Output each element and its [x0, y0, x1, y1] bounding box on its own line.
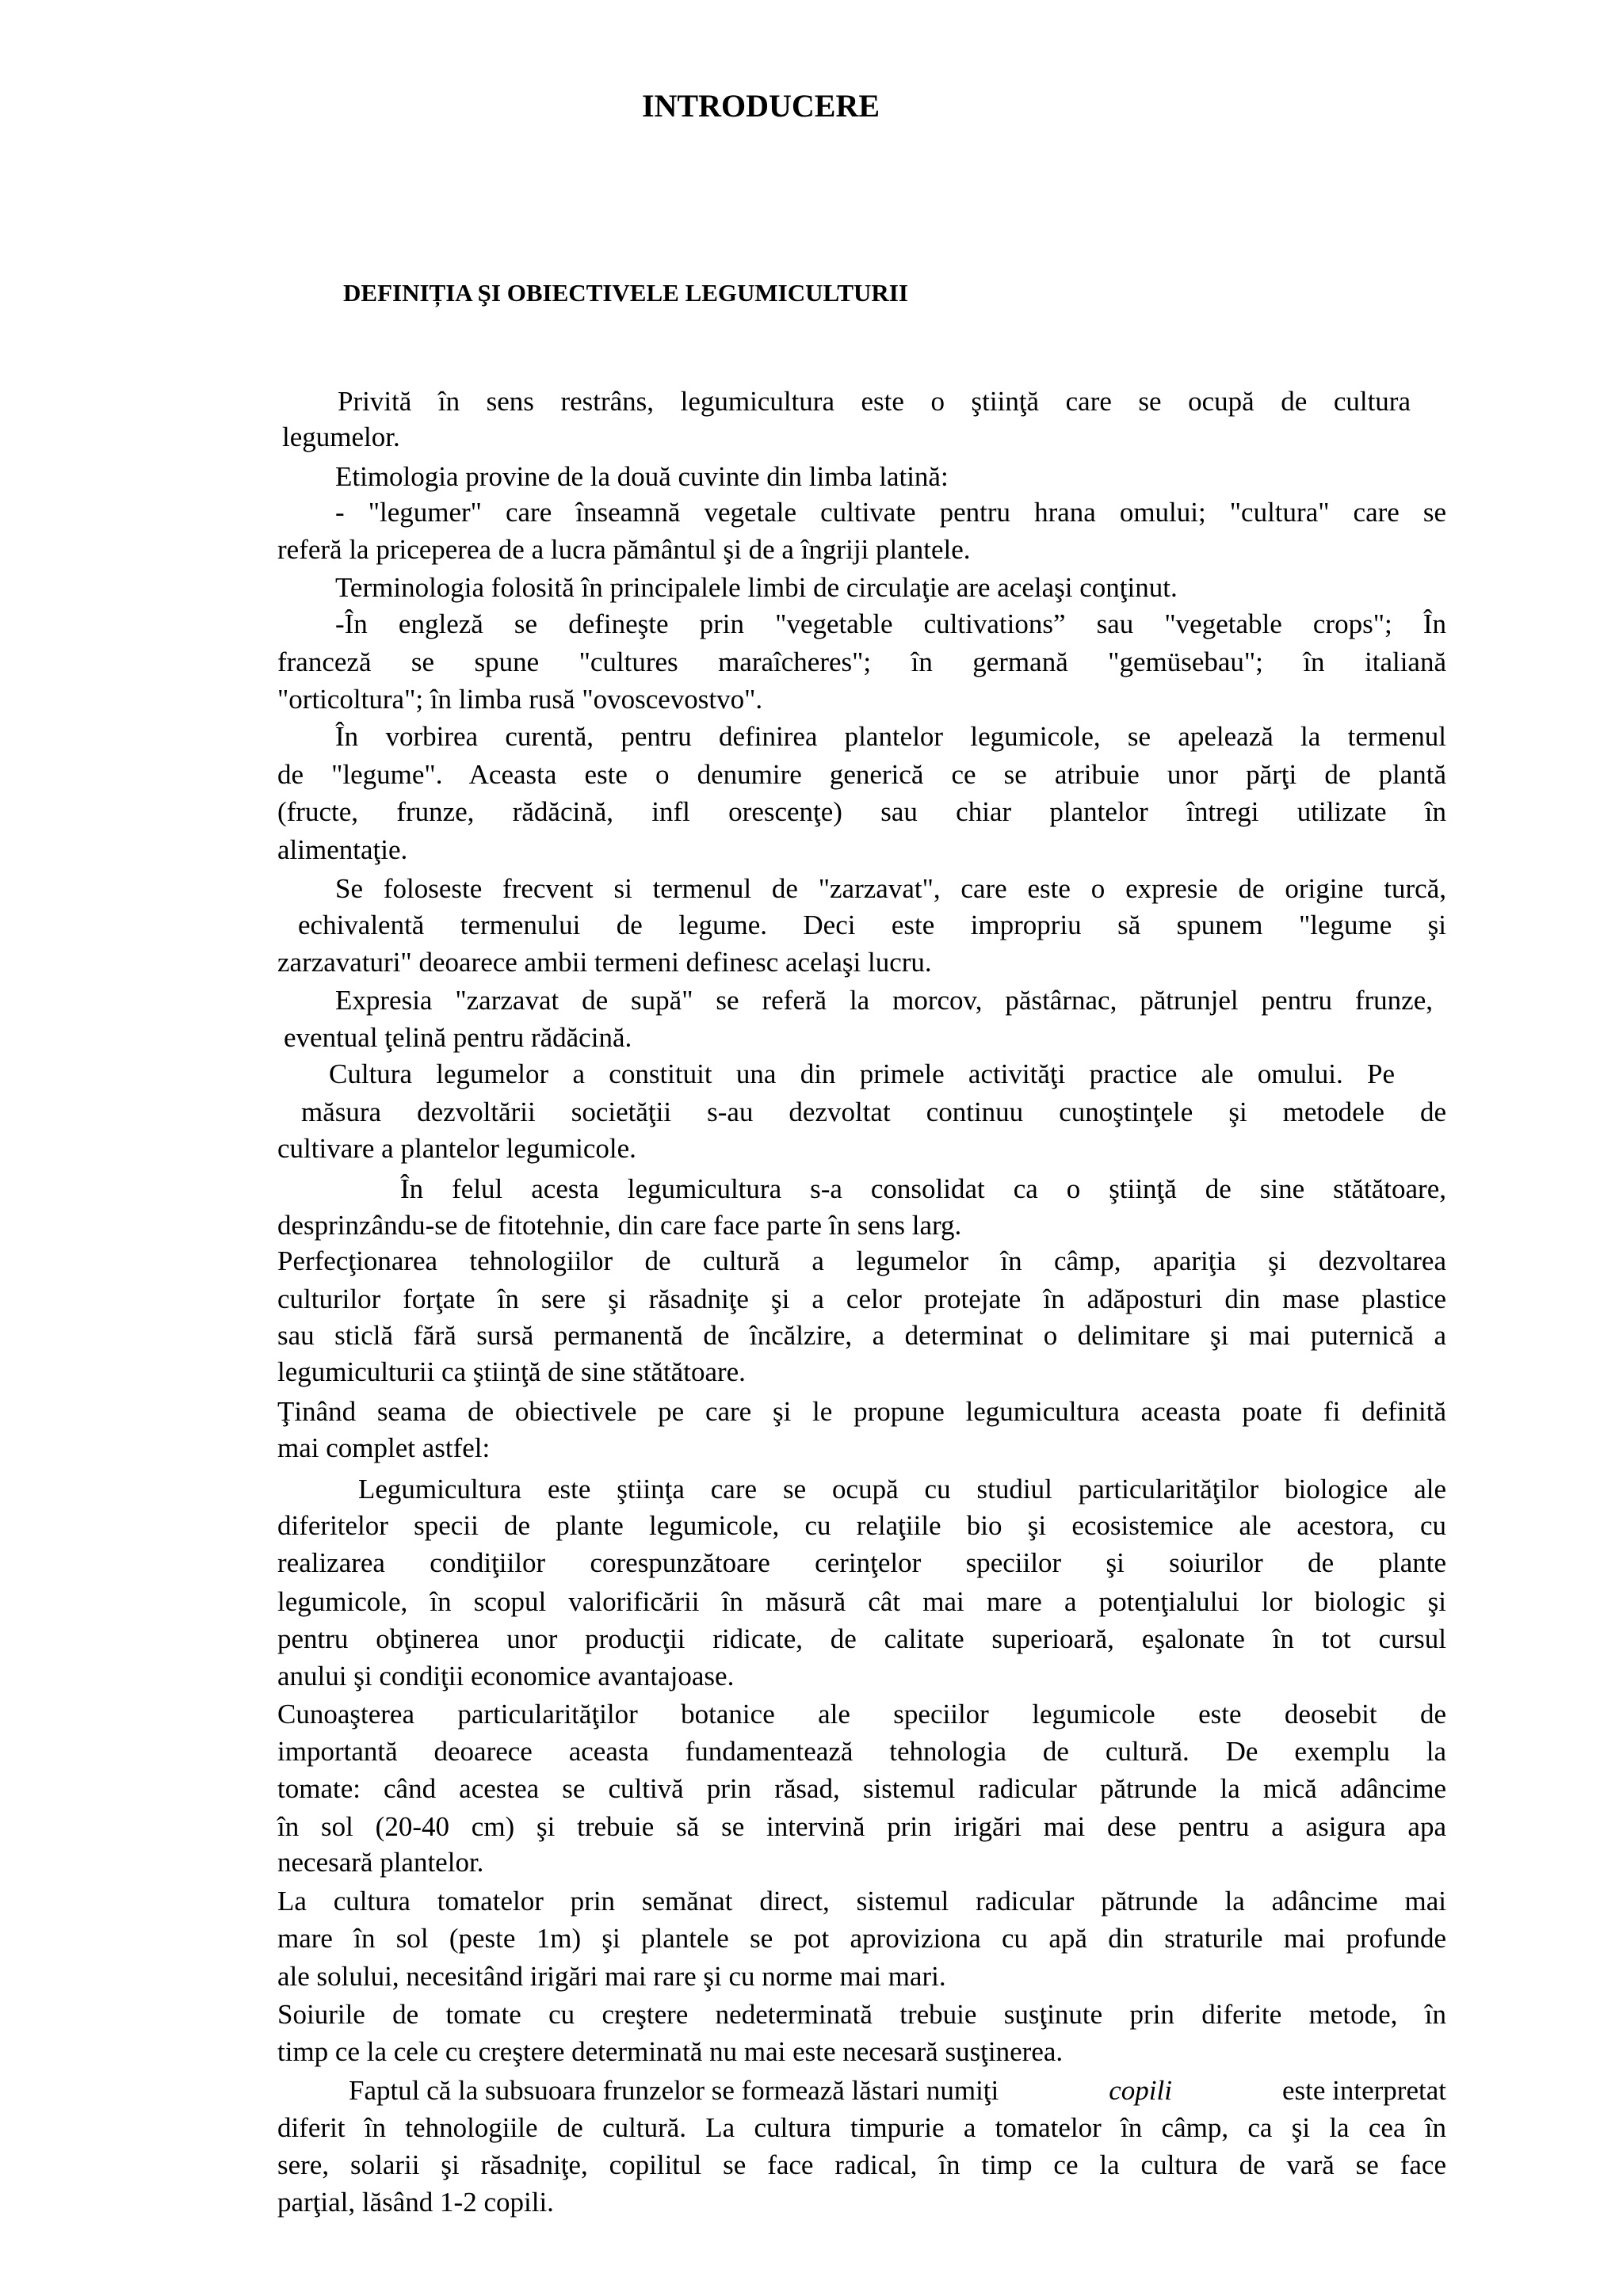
text-line: -În engleză se defineşte prin "vegetable cultivations” sau "vegetable crops"; În — [335, 608, 1446, 639]
text-line: (fructe, frunze, rădăcină, infl orescenţe) sau chiar plantelor întregi utilizate în — [277, 796, 1446, 827]
text-line: cultivare a plantelor legumicole. — [277, 1133, 636, 1164]
text-line: diferitelor specii de plante legumicole, cu relaţiile bio şi ecosistemice ale acestora, cu — [277, 1510, 1446, 1541]
text-segment: Faptul că la subsuoara frunzelor se formează lăstari numiţi — [349, 2075, 999, 2106]
text-line: Soiurile de tomate cu creştere nedeterminată trebuie susţinute prin diferite metode, în — [277, 1999, 1446, 2030]
text-line: Privită în sens restrâns, legumicultura este o ştiinţă care se ocupă de cultura — [338, 386, 1411, 417]
text-line: În felul acesta legumicultura s-a consolidat ca o ştiinţă de sine stătătoare, — [400, 1173, 1446, 1204]
text-line: de "legume". Aceasta este o denumire generică ce se atribuie unor părţi de plantă — [277, 759, 1446, 790]
section-heading: DEFINIȚIA ŞI OBIECTIVELE LEGUMICULTURII — [343, 279, 908, 307]
text-line: necesară plantelor. — [277, 1847, 484, 1878]
text-line: sere, solarii şi răsadniţe, copilitul se face radical, în timp ce la cultura de vară se face — [277, 2149, 1446, 2180]
text-line: sau sticlă fără sursă permanentă de încălzire, a determinat o delimitare şi mai puternică a — [277, 1320, 1446, 1351]
text-line: desprinzându-se de fitotehnie, din care face parte în sens larg. — [277, 1210, 962, 1241]
text-line: tomate: când acestea se cultivă prin răsad, sistemul radicular pătrunde la mică adâncime — [277, 1773, 1446, 1804]
text-line: culturilor forţate în sere şi răsadniţe şi a celor protejate în adăposturi din mase plastice — [277, 1283, 1446, 1314]
text-line: Terminologia folosită în principalele limbi de circulaţie are acelaşi conţinut. — [335, 572, 1178, 603]
text-line: Legumicultura este ştiinţa care se ocupă cu studiul particularităţilor biologice ale — [358, 1474, 1446, 1505]
text-line: timp ce la cele cu creştere determinată nu mai este necesară susţinerea. — [277, 2036, 1064, 2067]
text-line: legumelor. — [282, 421, 400, 452]
text-line: Cunoaşterea particularităţilor botanice ale speciilor legumicole este deosebit de — [277, 1699, 1446, 1730]
text-line: zarzavaturi" deoarece ambii termeni definesc acelaşi lucru. — [277, 947, 932, 978]
text-line: referă la priceperea de a lucra pământul şi de a îngriji plantele. — [277, 534, 971, 565]
text-line: Expresia "zarzavat de supă" se referă la morcov, păstârnac, pătrunjel pentru frunze, — [335, 985, 1433, 1016]
text-line: "orticoltura"; în limba rusă "ovoscevostvo". — [277, 684, 763, 715]
text-line: echivalentă termenului de legume. Deci este impropriu să spunem "legume şi — [298, 910, 1446, 940]
text-line: parţial, lăsând 1-2 copili. — [277, 2187, 554, 2218]
text-line: franceză se spune "cultures maraîcheres"; în germană "gemüsebau"; în italiană — [277, 646, 1446, 677]
text-line: realizarea condiţiilor corespunzătoare cerinţelor speciilor şi soiurilor de plante — [277, 1547, 1446, 1578]
text-line: Ţinând seama de obiectivele pe care şi le propune legumicultura aceasta poate fi definită — [277, 1396, 1446, 1427]
page-title: INTRODUCERE — [641, 88, 880, 124]
text-line-with-emphasis — [349, 2075, 1446, 2107]
text-line: diferit în tehnologiile de cultură. La cultura timpurie a tomatelor în câmp, ca şi la cea în — [277, 2112, 1446, 2143]
text-line: importantă deoarece aceasta fundamentează tehnologia de cultură. De exemplu la — [277, 1736, 1446, 1767]
text-line: legumiculturii ca ştiinţă de sine stătătoare. — [277, 1356, 746, 1387]
text-line: eventual ţelină pentru rădăcină. — [284, 1022, 632, 1053]
text-line: mare în sol (peste 1m) şi plantele se pot aproviziona cu apă din straturile mai profunde — [277, 1923, 1446, 1954]
text-line: pentru obţinerea unor producţii ridicate, de calitate superioară, eşalonate în tot cursul — [277, 1623, 1446, 1654]
text-line: Se foloseste frecvent si termenul de "zarzavat", care este o expresie de origine turcă, — [335, 873, 1446, 904]
text-line: legumicole, în scopul valorificării în măsură cât mai mare a potenţialului lor biologic şi — [277, 1586, 1446, 1617]
text-line: La cultura tomatelor prin semănat direct, sistemul radicular pătrunde la adâncime mai — [277, 1886, 1446, 1917]
text-line: alimentaţie. — [277, 834, 408, 865]
text-line: anului şi condiţii economice avantajoase. — [277, 1661, 735, 1691]
text-line: - "legumer" care înseamnă vegetale cultivate pentru hrana omului; "cultura" care se — [335, 497, 1446, 528]
emphasized-term: copili — [1109, 2075, 1172, 2106]
text-line: în sol (20-40 cm) şi trebuie să se intervină prin irigări mai dese pentru a asigura apa — [277, 1811, 1446, 1842]
text-line: ale solului, necesitând irigări mai rare şi cu norme mai mari. — [277, 1961, 946, 1992]
text-line: În vorbirea curentă, pentru definirea plantelor legumicole, se apelează la termenul — [335, 721, 1446, 752]
text-line: măsura dezvoltării societăţii s-au dezvoltat continuu cunoştinţele şi metodele de — [301, 1097, 1446, 1127]
text-line: Perfecţionarea tehnologiilor de cultură a legumelor în câmp, apariţia şi dezvoltarea — [277, 1245, 1446, 1276]
text-line: mai complet astfel: — [277, 1432, 491, 1463]
text-segment: este interpretat — [1282, 2075, 1446, 2106]
text-line: Etimologia provine de la două cuvinte din limba latină: — [335, 461, 949, 492]
text-line: Cultura legumelor a constituit una din primele activităţi practice ale omului. Pe — [329, 1058, 1395, 1089]
